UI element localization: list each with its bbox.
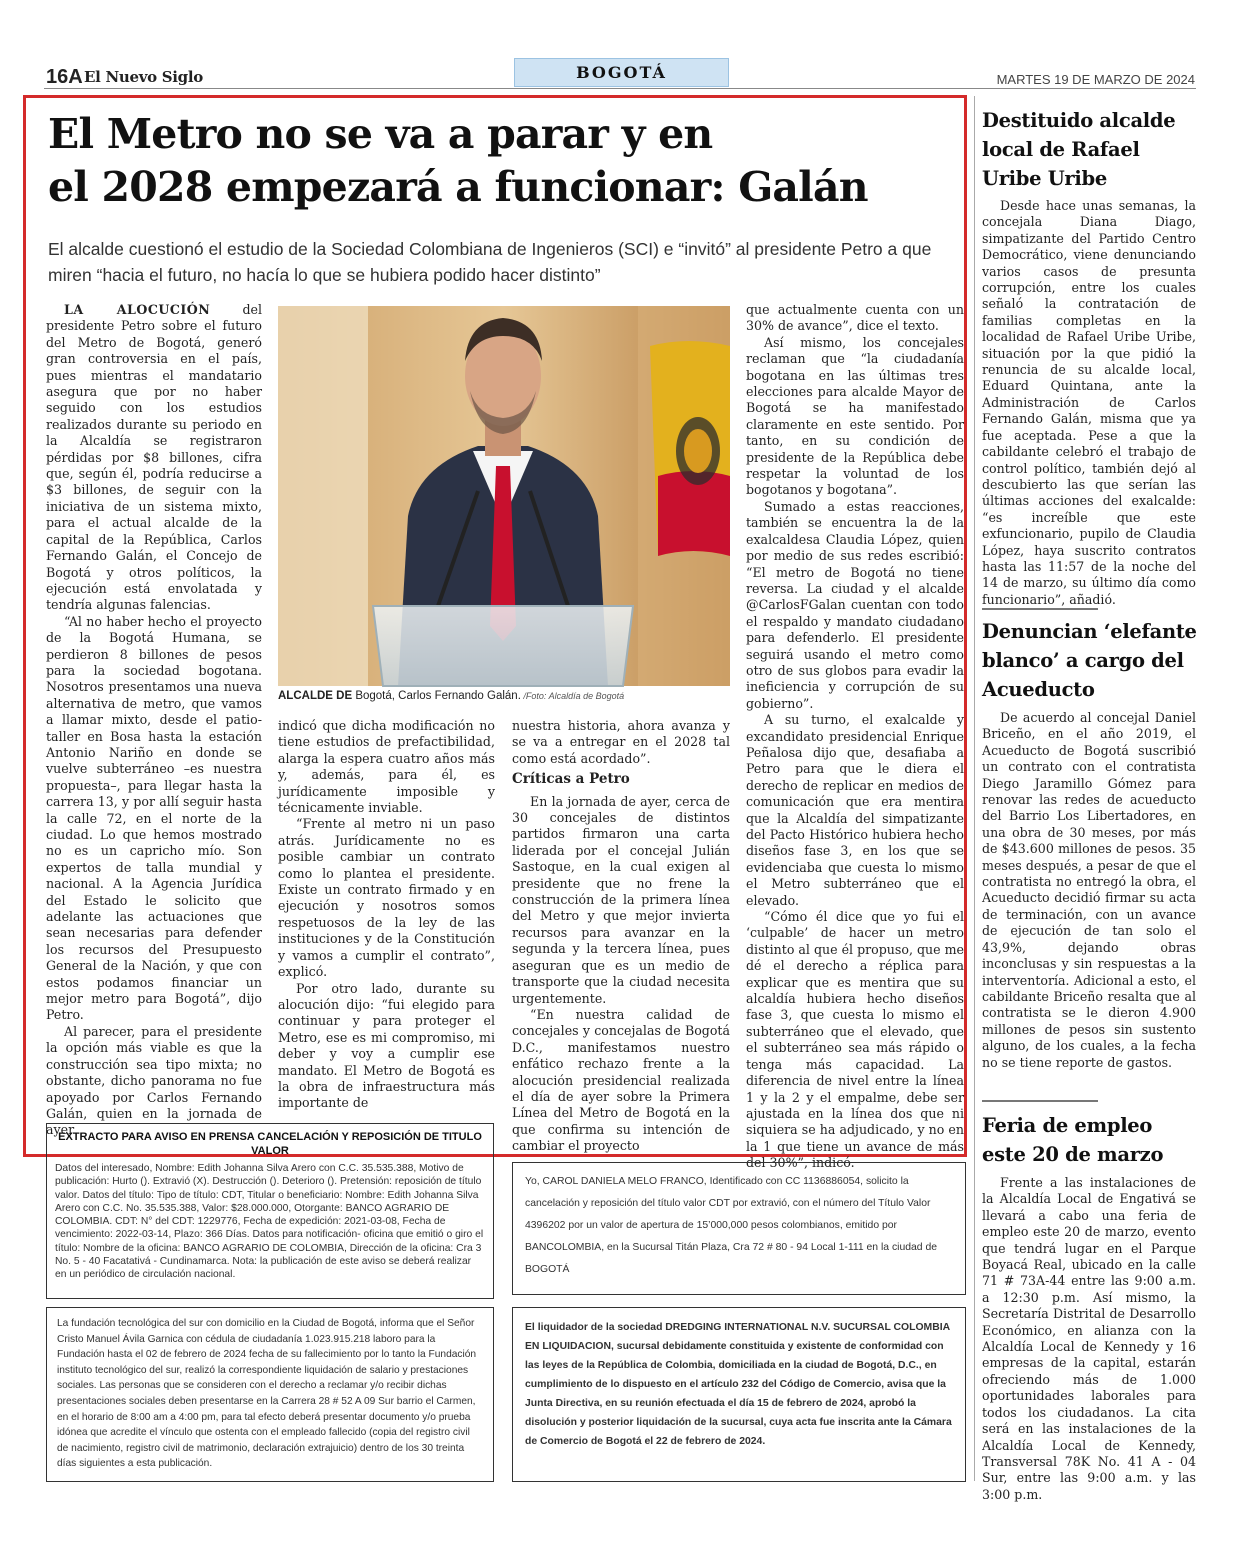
sidebar-story-2-title: Denuncian ‘elefante blanco’ a cargo del Acueducto	[982, 620, 1197, 701]
notice-4-body: El liquidador de la sociedad DREDGING INTERNATIONAL N.V. SUCURSAL COLOMBIA EN LIQUIDACION, sucursal debidamente constituida y existente de conformidad con las leyes de la República de Colombia, domiciliada en la ciudad de Bogotá, D.C., en cumplimiento de lo dispuesto en el artículo 232 del Código de Comercio, avisa que la Junta Directiva, en su reunión efectuada el día 15 de febrero de 2024, aprobó la disolución y posterior liquidación de la sucursal, cuya acta fue inscrita ante la Cámara de Comercio de Bogotá el 22 de febrero de 2024.	[525, 1322, 952, 1447]
lead-in: LA ALOCUCIÓN	[64, 302, 211, 317]
sidebar-story-1-title: Destituido alcalde local de Rafael Uribe Uribe	[982, 109, 1176, 190]
section-label: BOGOTÁ	[514, 58, 729, 87]
legal-notice-cdt-melo	[512, 1162, 966, 1295]
article-column-4	[746, 302, 964, 1171]
article-subhead: El alcalde cuestionó el estudio de la Sociedad Colombiana de Ingenieros (SCI) e “invitó” al presidente Petro a que miren “hacia el futuro, no hacía lo que se hubiera podido hacer distinto”	[48, 239, 932, 285]
header-rule	[44, 88, 1196, 89]
col4-paragraph-2: Así mismo, los concejales reclaman que “la ciudadanía bogotana en las últimas tres elecciones para alcalde Mayor de Bogotá se ha manifestado claramente en este sentido. Por tanto, en su condición de presidente de la República debe respetar la voluntad de los bogotanos y bogotana”.	[746, 334, 964, 498]
issue-date: MARTES 19 DE MARZO DE 2024	[996, 72, 1195, 87]
caption-lead: ALCALDE DE	[278, 690, 353, 702]
notice-2-body: Yo, CAROL DANIELA MELO FRANCO, Identificado con CC 1136886054, solicito la cancelación y reposición del título valor CDT por extravió, con el número del Título Valor 4396202 por un valor de apertura de 15’000,000 pesos colombianos, emitido por BANCOLOMBIA, en la Sucursal Titán Plaza, Cra 72 # 80 - 94 Local 1-111 en la ciudad de BOGOTÁ	[525, 1176, 938, 1275]
sidebar-story-2-text: De acuerdo al concejal Daniel Briceño, en el año 2019, el Acueducto de Bogotá suscribió un contrato con el contratista Diego Jaramillo Gómez para renovar las redes de acueducto del Barrio Los Libertadores, en una obra de 30 meses, por más de $43.600 millones de pesos. 35 meses después, a pesar de que el contratista no entregó la obra, el Acueducto decidió firmar su acta de terminación, con un avance de ejecución de tan solo el 43,9%, dejando obras inconclusas y sin respuestas a la interventoría. Adicional a esto, el cabildante Briceño resalta que al contratista se le dieron 4.900 millones de pesos sin sustento alguno, de los cuales, a la fecha no se tiene reporte de gastos.	[982, 710, 1196, 1070]
col3-paragraph-2: En la jornada de ayer, cerca de 30 concejales de distintos partidos firmaron una carta liderada por el concejal Julián Sastoque, en la cual exigen al presidente que no frene la construcción de la primera línea del Metro y que mejor invierta recursos para avanzar en la segunda y la tercera línea, pues aseguran que es un medio de transporte que la ciudad necesita urgentemente.	[512, 793, 730, 1006]
col3-paragraph-1: nuestra historia, ahora avanza y se va a entregar en el 2028 tal como está acordado”.	[512, 718, 730, 766]
col2-paragraph-2: “Frente al metro ni un paso atrás. Jurídicamente no es posible cambiar un contrato como lo plantea el presidente. Existe un contrato firmado y en ejecución y nosotros somos respetuosos de la ley de las instituciones y de la Constitución y vamos a cumplir el contrato”, explicó.	[278, 816, 495, 980]
headline-line-2: el 2028 empezará a funcionar: Galán	[48, 163, 868, 211]
legal-notice-fundacion	[46, 1307, 494, 1482]
sidebar-divider	[974, 96, 975, 1481]
col2-paragraph-1: indicó que dicha modificación no tiene estudios de prefactibilidad, alarga la espera cuatro años más y, además, para él, es jurídicamente imposible y técnicamente inviable.	[278, 718, 495, 816]
sidebar-story-3-text: Frente a las instalaciones de la Alcaldía Local de Engativá se llevará a cabo una feria de empleo este 20 de marzo, evento que tendrá lugar en el Parque Boyacá Real, ubicado en la calle 71 # 73A-44 entre las 9:00 a.m. a 12:30 p.m. Así mismo, la Secretaría Distrital de Desarrollo Económico, en alianza con la Alcaldía Local de Kennedy y 16 empresas de la capital, estarán ofreciendo más de 1.000 oportunidades laborales para todos los ciudadanos. La cita será en las instalaciones de la Alcaldía Local de Kennedy, Transversal 78K No. 41 A - 04 Sur, entre las 9:00 a.m. y las 3:00 p.m.	[982, 1175, 1196, 1502]
notice-1-body: Datos del interesado, Nombre: Edith Johanna Silva Arero con C.C. 35.535.388, Motivo de publicación: Hurto (). Extravió (X). Destrucción (). Deterioro (). Pretensión: reposición de título valor. Datos del título: Tipo de título: CDT, Titular o beneficiario: Nombre: Edith Johanna Silva Arero con C.C. No. 35.535.388, Valor: $28.000.000, Otorgante: BANCO AGRARIO DE COLOMBIA. CDT: N° del CDT: 1229776, Fecha de expedición: 2021-03-08, Fecha de vencimiento: 2022-03-14, Plazo: 366 Días. Datos para notificación- oficina que emitió o giro el título: Nombre de la oficina: BANCO AGRARIO DE COLOMBIA, Dirección de la oficina: Cra 3 No. 5 - 40 Facatativá - Cundinamarca. Nota: la publicación de este aviso se deberá realizar en un periódico de circulación nacional.	[55, 1163, 484, 1281]
article-headline	[48, 108, 948, 214]
col4-paragraph-1: que actualmente cuenta con un 30% de avance”, dice el texto.	[746, 302, 964, 334]
sidebar-story-3-title: Feria de empleo este 20 de marzo	[982, 1114, 1164, 1166]
article-column-3	[512, 718, 730, 1154]
col3-subheading: Críticas a Petro	[512, 771, 630, 788]
sidebar-story-1-text: Desde hace unas semanas, la concejala Diana Diago, simpatizante del Partido Centro Democrático, viene denunciando varios casos de presunta corrupción, entre los cuales señaló la contratación de familias completas en la localidad de Rafael Uribe Uribe, situación por la que pidió la renuncia de su alcalde local, Eduard Quintana, ante la Administración de Carlos Fernando Galán, misma que ya fue aceptada. Pese a que la cabildante celebró el trabajo de control político, también dejó al descubierto las que serían las últimas acciones del exalcalde: “es increíble que este exfuncionario, pupilo de Claudia López, haya suscrito contratos hasta las 11:57 de la noche del 14 de marzo, su último día como funcionario”, añadió.	[982, 198, 1196, 607]
sidebar-rule-2	[982, 1100, 1098, 1102]
col1-paragraph-3: Al parecer, para el presidente la opción más viable es que la construcción sea tipo mixta; no obstante, dicho panorama no fue apoyado por Carlos Fernando Galán, quien en la jornada de ayer	[46, 1023, 262, 1138]
page-number: 16A	[46, 66, 83, 88]
col4-paragraph-3: Sumado a estas reacciones, también se encuentra la de la exalcaldesa Claudia López, quien por medio de sus redes escribió: “El metro de Bogotá no tiene reversa. La ciudad y el alcalde @CarlosFGalan cuentan con todo el respaldo y mandato ciudadano para defenderlo. El presidente seguirá usando el metro como otro de sus globos para evadir la ineficiencia y corrupción de su gobierno”.	[746, 498, 964, 711]
col4-paragraph-5: “Cómo él dice que yo fui el ‘culpable’ de hacer un metro distinto al que él propuso, que me dé el derecho a réplica para explicar que es mentira que su alcaldía hubiera hecho diseños fase 3, que cuesta lo mismo el subterráneo que el elevado, que el subterráneo sea más rápido o tenga más capacidad. La diferencia de nivel entre la línea 1 y la 2 y el empalme, debe ser ajustada en la línea dos que ni siquiera se ha adjudicado, y no en la 1 que tiene un avance de más del 30%”, indicó.	[746, 909, 964, 1171]
mayor-at-podium-illustration	[278, 306, 730, 686]
legal-notice-dredging	[512, 1307, 966, 1482]
col2-paragraph-3: Por otro lado, durante su alocución dijo: “fui elegido para continuar y para proteger el Metro, ese es mi compromiso, mi deber y voy a cumplir ese mandato. El Metro de Bogotá es la obra de infraestructura más importante de	[278, 980, 495, 1111]
article-column-2	[278, 718, 495, 1111]
notice-1-title: EXTRACTO PARA AVISO EN PRENSA CANCELACIÓN Y REPOSICIÓN DE TITULO VALOR	[58, 1131, 482, 1157]
article-column-1	[46, 302, 262, 1138]
col1-paragraph-2: “Al no haber hecho el proyecto de la Bogotá Humana, se perdieron 8 billones de pesos para la sociedad bogotana. Nosotros presentamos una nueva alternativa de metro, que vamos a llamar mixto, desde el patio-taller en Bosa hasta la estación Antonio Nariño en donde se vuelve subterráneo –es nuestra propuesta–, para llegar hasta la carrera 13, y por allí seguir hasta la calle 72, en el norte de la ciudad. Lo que hemos mostrado no es un capricho mío. Son expertos de talla mundial y nacional. A la Agencia Jurídica del Estado le solicito que adelante las actuaciones que sean necesarias para defender los recursos del Presupuesto General de la Nación, y que con estos podamos financiar un mejor metro para Bogotá”, dijo Petro.	[46, 613, 262, 1023]
headline-line-1: El Metro no se va a parar y en	[48, 110, 713, 158]
col1-paragraph-1: del presidente Petro sobre el futuro del Metro de Bogotá, generó gran controversia en el país, pues mientras el mandatario asegura que por no haber seguido con los estudios realizados durante su periodo en la Alcaldía se registraron pérdidas por $8 billones, cifra que, según él, podría reducirse a $3 billones, de seguir con la iniciativa de un sistema mixto, para el actual alcalde de la capital de la República, Carlos Fernando Galán, el Concejo de Bogotá y otros políticos, la ejecución está envolatada y tendría algunas falencias.	[46, 302, 262, 613]
caption-text: Bogotá, Carlos Fernando Galán.	[352, 690, 521, 702]
caption-credit: /Foto: Alcaldía de Bogotá	[520, 691, 625, 701]
newspaper-name: El Nuevo Siglo	[84, 68, 203, 86]
col4-paragraph-4: A su turno, el exalcalde y excandidato presidencial Enrique Peñalosa dijo que, desafiaba a Petro para que le diera el derecho de replicar en medios de comunicación que era mentira que la Alcaldía del simpatizante del Pacto Histórico hubiera hecho diseños fase 3, en los que se evidenciaba que cuesta lo mismo el Metro subterráneo que el elevado.	[746, 712, 964, 908]
photo-caption	[278, 690, 730, 702]
sidebar-rule-1	[982, 608, 1098, 610]
notice-3-body: La fundación tecnológica del sur con domicilio en la Ciudad de Bogotá, informa que el Señor Cristo Manuel Ávila Garnica con cédula de ciudadanía 1.023.915.218 laboro para la Fundación hasta el 02 de febrero de 2024 fecha de su fallecimiento por lo tanto la Fundación instituto tecnológico del sur, realizó la correspondiente liquidación de salario y prestaciones sociales. Las personas que se consideren con el derecho a reclamar y/o recibir dichas presentaciones sociales deben presentarse en la Carrera 28 # 52 A 09 Sur barrio el Carmen, en el horario de 8:00 am a 4:00 pm, para tal efecto deberá presentar documento y/o prueba idónea que acredite el vínculo que ostenta con el empleado fallecido (copia del registro civil de nacimiento, registro civil de matrimonio, declaración extrajuicio) dentro de los 30 treinta días siguientes a esta publicación.	[57, 1318, 477, 1470]
article-photo	[278, 306, 730, 686]
col3-paragraph-3: “En nuestra calidad de concejales y concejalas de Bogotá D.C., manifestamos nuestro enfático rechazo frente a la alocución presidencial realizada el día de ayer sobre la Primera Línea del Metro de Bogotá en la que confirma su intención de cambiar el proyecto	[512, 1006, 730, 1154]
legal-notice-cdt-silva	[46, 1123, 494, 1299]
